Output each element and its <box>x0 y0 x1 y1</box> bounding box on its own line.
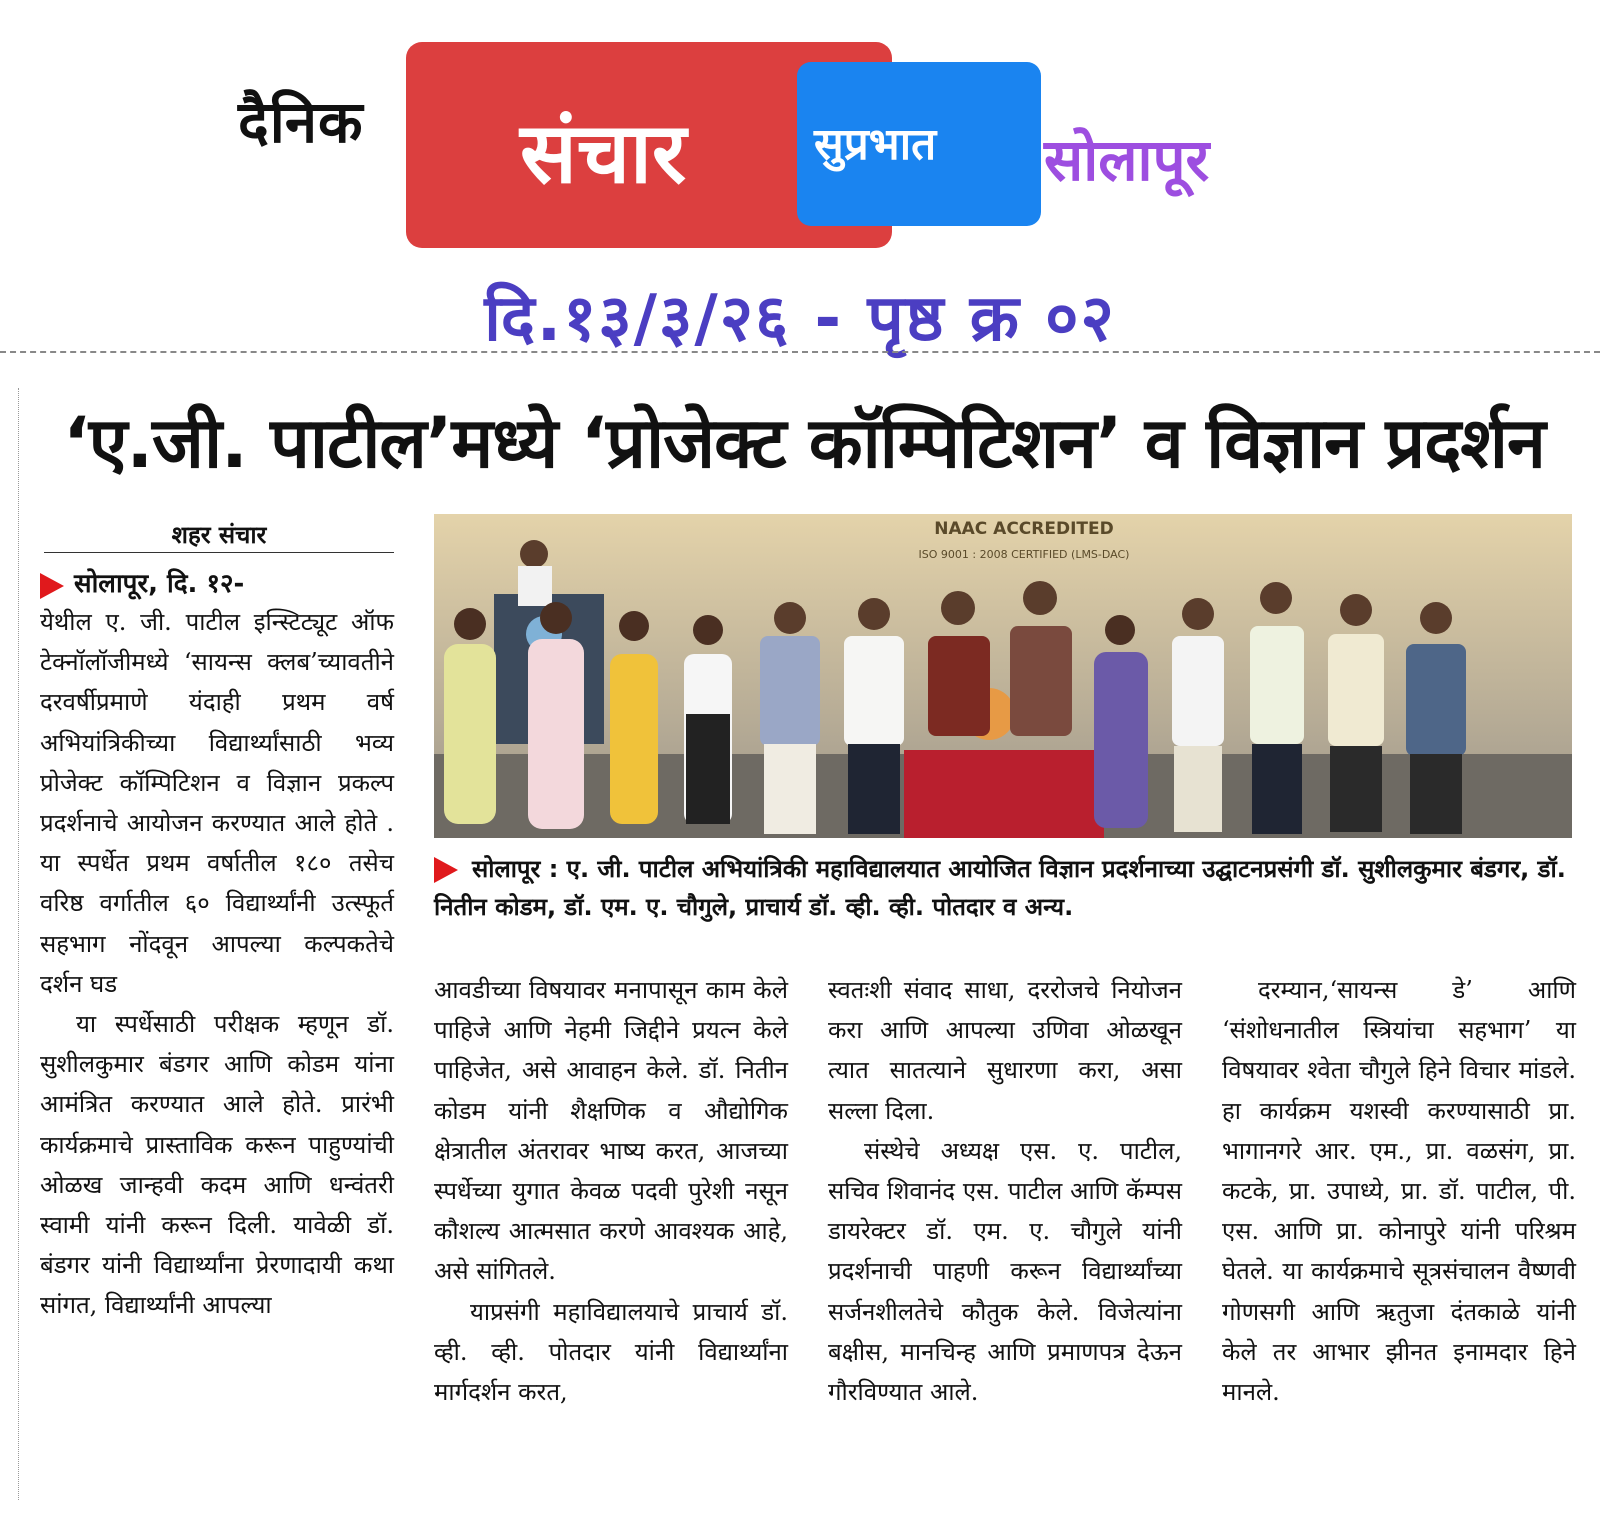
masthead-dainik: दैनिक <box>238 88 364 156</box>
cut-line <box>0 351 1600 353</box>
paragraph: दरम्यान,‘सायन्स डे’ आणि ‘संशोधनातील स्त्रियांचा सहभाग’ या विषयावर श्वेता चौगुले हिने विचार मांडले. हा कार्यक्रम यशस्वी करण्यासाठी प्रा. भागानगरे आर. एम., प्रा. वळसंग, प्रा. कटके, प्रा. उपाध्ये, प्रा. डॉ. पाटील, पी. एस. आणि प्रा. कोनापुरे यांनी परिश्रम घेतले. या कार्यक्रमाचे सूत्रसंचालन वैष्णवी गोणसगी आणि ऋतुजा दंतकाळे यांनी केले तर आभार झीनत इनामदार हिने मानले. <box>1222 976 1576 1407</box>
article-column-3 <box>828 970 1182 1412</box>
article-headline: ‘ए.जी. पाटील’मध्ये ‘प्रोजेक्ट कॉम्पिटिशन’ व विज्ञान प्रदर्शन <box>63 402 1545 484</box>
red-triangle-bullet-icon <box>40 573 64 599</box>
photo-banner-line2: ISO 9001 : 2008 CERTIFIED (LMS-DAC) <box>918 548 1130 561</box>
article-column-2 <box>434 970 788 1412</box>
article-column-4 <box>1222 970 1576 1412</box>
paragraph: येथील ए. जी. पाटील इन्स्टिट्यूट ऑफ टेक्नॉलॉजीमध्ये ‘सायन्स क्लब’च्यावतीने दरवर्षीप्रमाणे यंदाही प्रथम वर्ष अभियांत्रिकीच्या विद्यार्थ्यांसाठी भव्य प्रोजेक्ट कॉम्पिटिशन व विज्ञान प्रकल्प प्रदर्शनाचे आयोजन करण्यात आले होते . या स्पर्धेत प्रथम वर्षातील १८० तसेच वरिष्ठ वर्गातील ६० विद्यार्थ्यांनी उत्स्फूर्त सहभाग नोंदवून आपल्या कल्पकतेचे दर्शन घड <box>40 608 394 998</box>
paragraph: संस्थेचे अध्यक्ष एस. ए. पाटील, सचिव शिवानंद एस. पाटील आणि कॅम्पस डायरेक्टर डॉ. एम. ए. चौगुले यांनी प्रदर्शनाची पाहणी करून विद्यार्थ्यांच्या सर्जनशीलतेचे कौतुक केले. विजेत्यांना बक्षीस, मानचिन्ह आणि प्रमाणपत्र देऊन गौरविण्यात आले. <box>828 1136 1182 1407</box>
paragraph: स्वतःशी संवाद साधा, दररोजचे नियोजन करा आणि आपल्या उणिवा ओळखून त्यात सातत्याने सुधारणा करा, असा सल्ला दिला. <box>828 976 1182 1125</box>
masthead-sanchar: संचार <box>520 104 687 202</box>
masthead-suprabhat: सुप्रभात <box>814 119 937 170</box>
left-rule <box>18 388 19 1500</box>
red-triangle-bullet-icon <box>434 857 458 883</box>
paragraph: आवडीच्या विषयावर मनापासून काम केले पाहिजे आणि नेहमी जिद्दीने प्रयत्न केले पाहिजेत, असे आवाहन केले. डॉ. नितीन कोडम यांनी शैक्षणिक व औद्योगिक क्षेत्रातील अंतरावर भाष्य करत, आजच्या स्पर्धेच्या युगात केवळ पदवी पुरेशी नसून कौशल्य आत्मसात करणे आवश्यक आहे, असे सांगितले. <box>434 976 788 1286</box>
section-rule <box>44 552 394 553</box>
article-column-1 <box>40 566 394 1326</box>
masthead-city: सोलापूर <box>1044 126 1210 194</box>
paragraph: याप्रसंगी महाविद्यालयाचे प्राचार्य डॉ. व्ही. व्ही. पोतदार यांनी विद्यार्थ्यांना मार्गदर्शन करत, <box>434 1297 788 1407</box>
section-label: शहर संचार <box>171 521 267 549</box>
photo-banner-line1: NAAC ACCREDITED <box>934 519 1114 539</box>
masthead <box>0 0 1600 356</box>
caption-text: सोलापूर : ए. जी. पाटील अभियांत्रिकी महाविद्यालयात आयोजित विज्ञान प्रदर्शनाच्या उद्घाटनप्रसंगी डॉ. सुशीलकुमार बंडगर, डॉ. नितीन कोडम, डॉ. एम. ए. चौगुले, प्राचार्य डॉ. व्ही. व्ही. पोतदार व अन्य. <box>434 855 1566 921</box>
paragraph: या स्पर्धेसाठी परीक्षक म्हणून डॉ. सुशीलकुमार बंडगर आणि कोडम यांना आमंत्रित करण्यात आले होते. प्रारंभी कार्यक्रमाचे प्रास्ताविक करून पाहुण्यांची ओळख जान्हवी कदम आणि धन्वंतरी स्वामी यांनी करून दिली. यावेळी डॉ. बंडगर यांनी विद्यार्थ्यांना प्रेरणादायी कथा सांगत, विद्यार्थ्यांनी आपल्या <box>40 1010 394 1320</box>
event-photo <box>434 514 1572 838</box>
date-page-line: दि.१३/३/२६ - पृष्ठ क्र ०२ <box>484 282 1116 356</box>
dateline: सोलापूर, दि. १२- <box>40 566 394 602</box>
photo-caption <box>434 850 1580 926</box>
event-photo-image <box>434 514 1572 838</box>
